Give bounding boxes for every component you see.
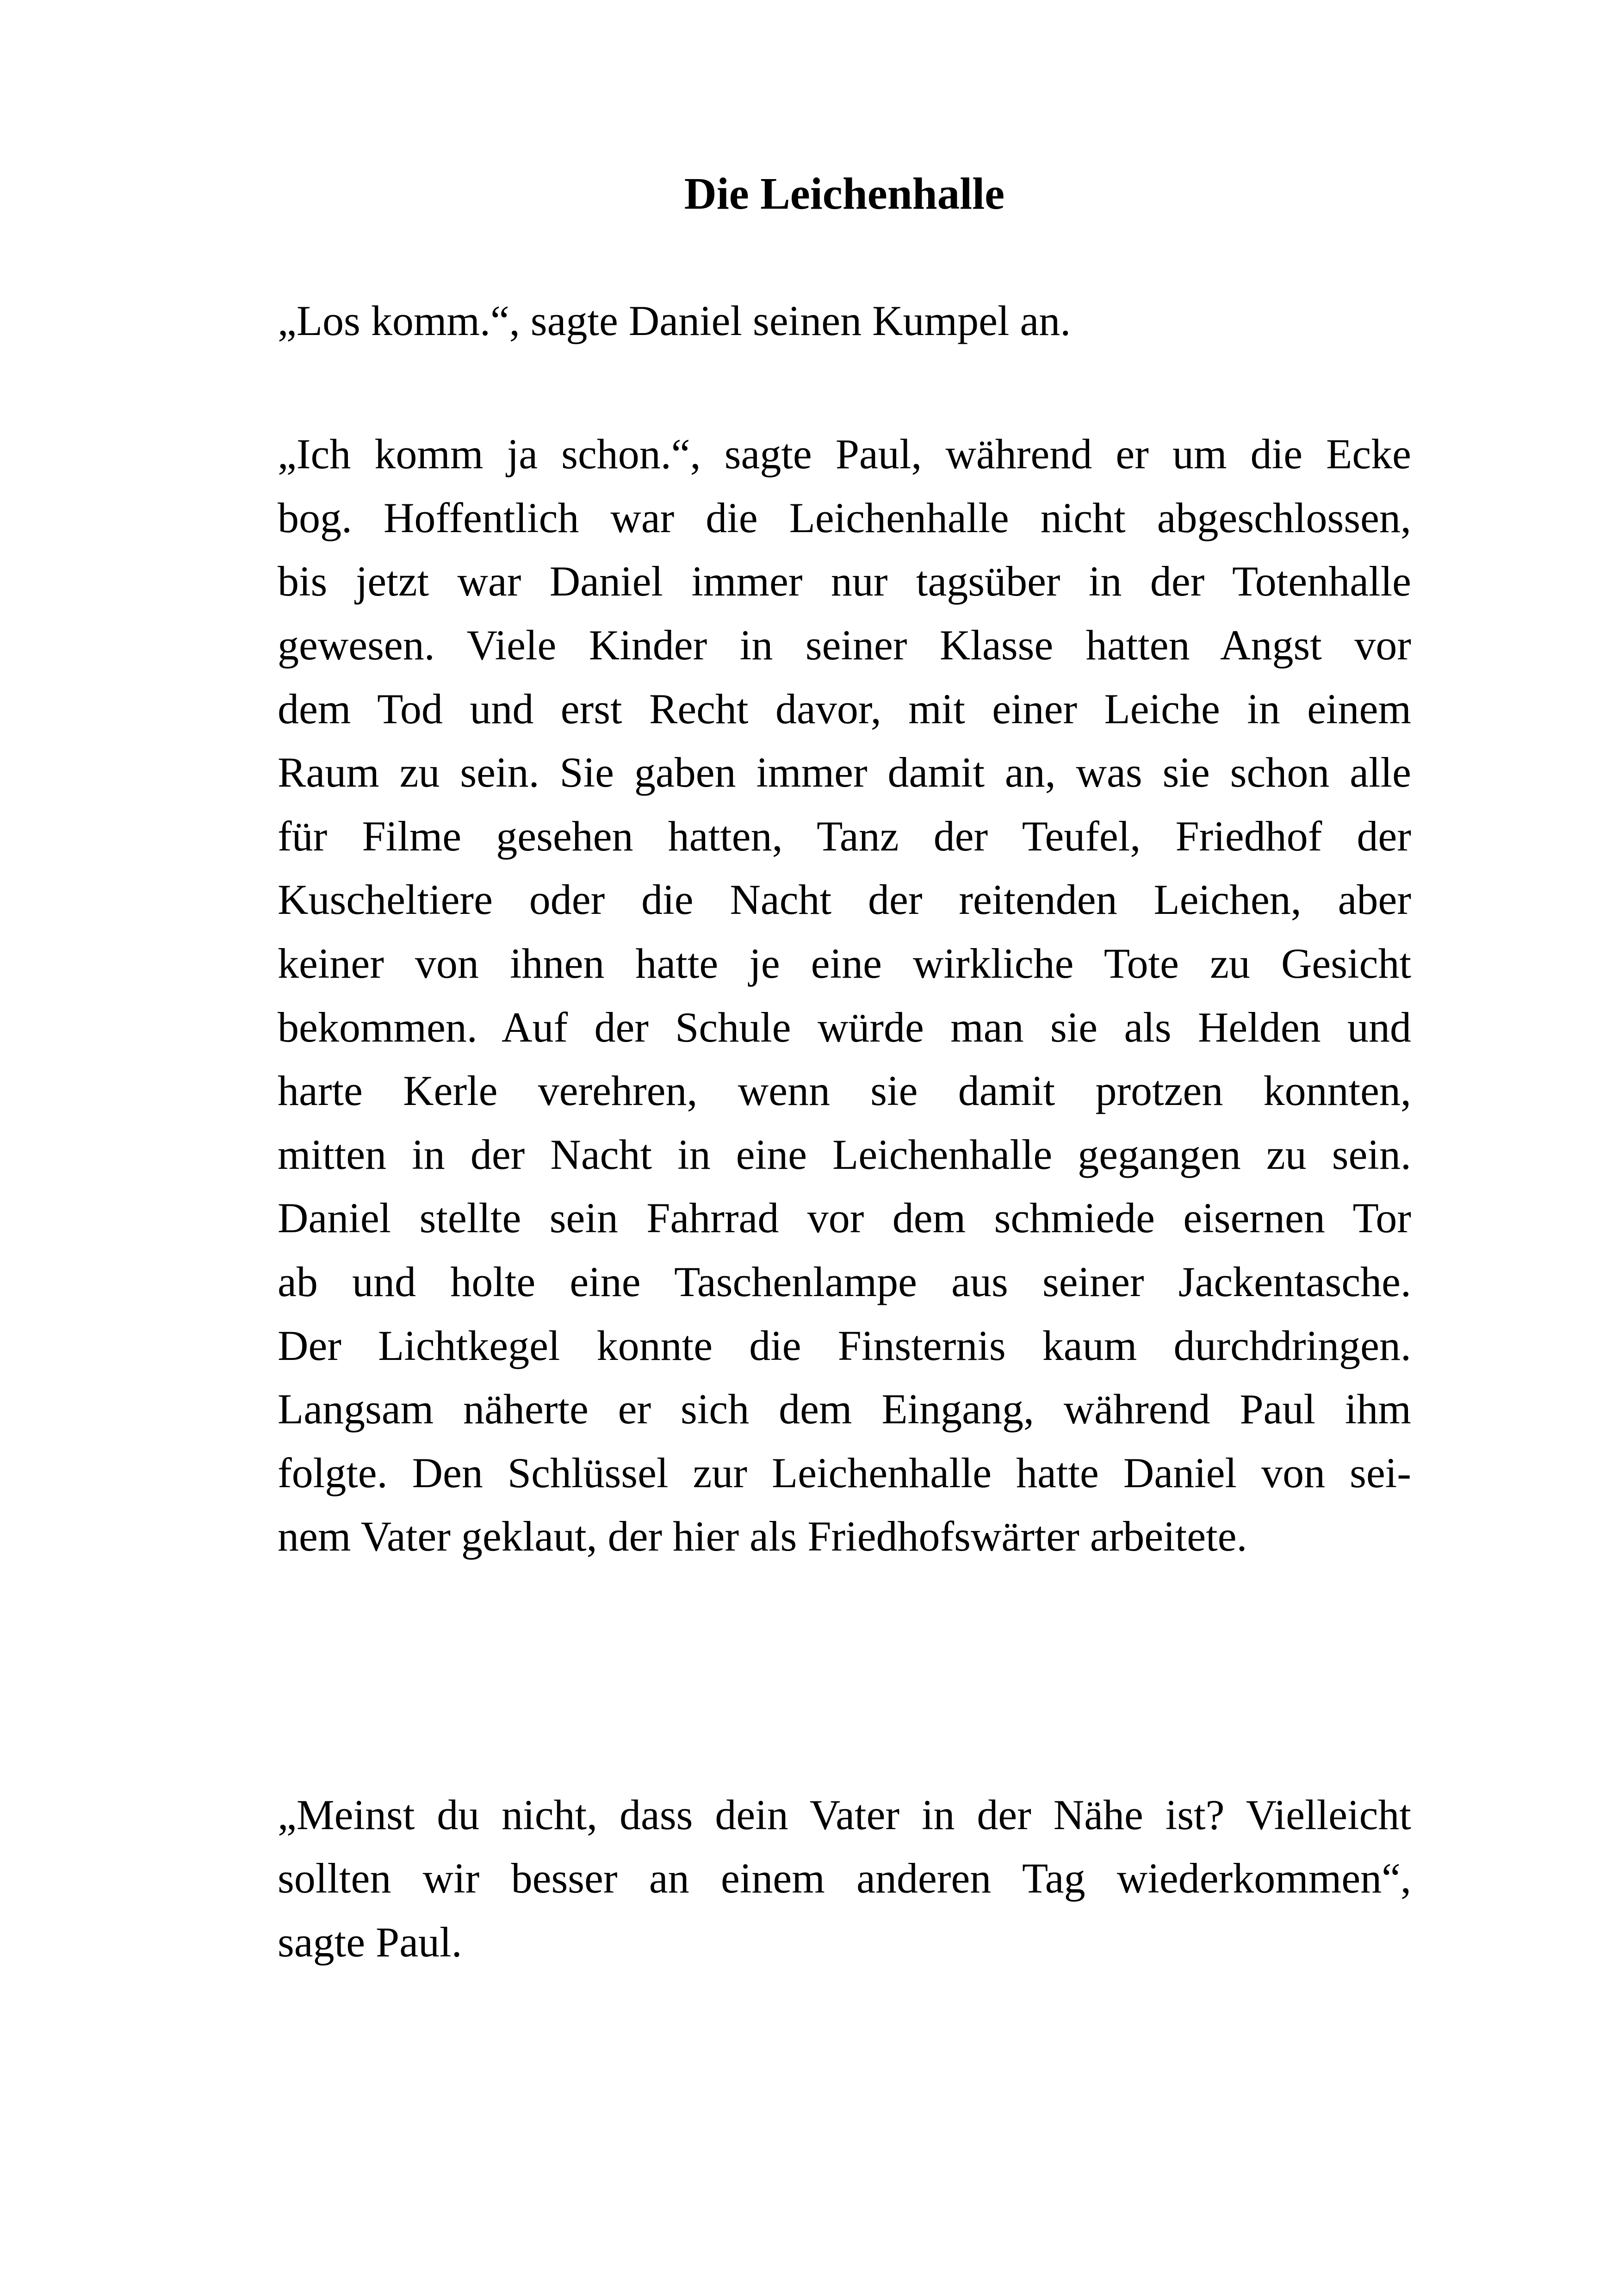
text-line: Raum zu sein. Sie gaben immer damit an, was sie schon alle — [278, 749, 1411, 796]
text-line: Daniel stellte sein Fahrrad vor dem schmiede eisernen Tor — [278, 1194, 1411, 1242]
text-line: nem Vater geklaut, der hier als Friedhofswärter arbeitete. — [278, 1513, 1247, 1560]
text-line: Der Lichtkegel konnte die Finsternis kaum durchdringen. — [278, 1322, 1411, 1369]
text-line: für Filme gesehen hatten, Tanz der Teufel, Friedhof der — [278, 812, 1411, 860]
text-line: „Meinst du nicht, dass dein Vater in der Nähe ist? Vielleicht — [278, 1791, 1411, 1838]
text-line: bis jetzt war Daniel immer nur tagsüber in der Totenhalle — [278, 558, 1411, 605]
text-line: „Ich komm ja schon.“, sagte Paul, während er um die Ecke — [278, 430, 1411, 478]
text-line: mitten in der Nacht in eine Leichenhalle gegangen zu sein. — [278, 1130, 1411, 1178]
text-line: keiner von ihnen hatte je eine wirkliche Tote zu Gesicht — [278, 939, 1411, 987]
text-line: folgte. Den Schlüssel zur Leichenhalle hatte Daniel von sei- — [278, 1449, 1411, 1496]
text-line: ab und holte eine Taschenlampe aus seiner Jackentasche. — [278, 1258, 1411, 1305]
paragraph — [278, 422, 1411, 1569]
page-title: Die Leichenhalle — [684, 169, 1005, 218]
text-line: gewesen. Viele Kinder in seiner Klasse hatten Angst vor — [278, 621, 1411, 669]
text-line: Kuscheltiere oder die Nacht der reitenden Leichen, aber — [278, 876, 1411, 924]
paragraph — [278, 1783, 1411, 1974]
text-column — [278, 0, 1411, 1974]
text-line: sagte Paul. — [278, 1918, 462, 1966]
text-line: dem Tod und erst Recht davor, mit einer Leiche in einem — [278, 685, 1411, 732]
text-line: Langsam näherte er sich dem Eingang, während Paul ihm — [278, 1385, 1411, 1433]
text-line: „Los komm.“, sagte Daniel seinen Kumpel an. — [278, 297, 1071, 344]
text-line: bekommen. Auf der Schule würde man sie als Helden und — [278, 1003, 1411, 1051]
paragraph — [278, 289, 1411, 353]
text-line: harte Kerle verehren, wenn sie damit protzen konnten, — [278, 1067, 1411, 1115]
text-line: bog. Hoffentlich war die Leichenhalle nicht abgeschlossen, — [278, 494, 1411, 541]
text-line: sollten wir besser an einem anderen Tag wiederkommen“, — [278, 1855, 1411, 1902]
